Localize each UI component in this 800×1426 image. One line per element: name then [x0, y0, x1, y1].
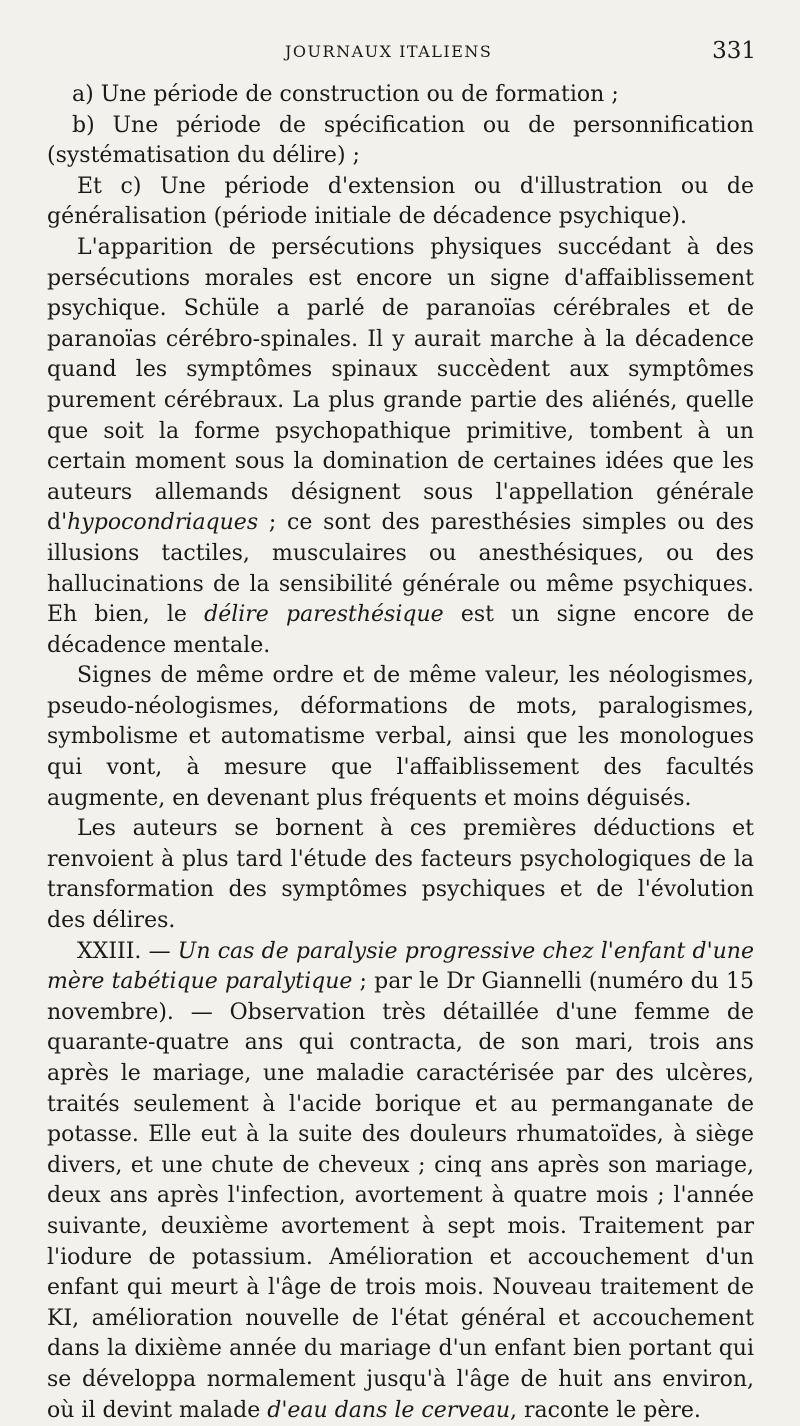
text-segment: Signes de même ordre et de même valeur, les néologismes, pseudo-néologismes, déformations de mots, paralogismes, symbolisme et automatisme verbal, ainsi que les monologues qui vont, à mesure que l'affaiblissement des facultés augmente, en devenant plus fréquents et moins déguisés.: [47, 663, 754, 811]
italic-text: d'eau dans le cerveau: [267, 1397, 511, 1423]
text-segment: XXIII. —: [77, 938, 178, 964]
body-text: [47, 80, 754, 1426]
text-segment: a) Une période de construction ou de formation ;: [72, 82, 619, 107]
text-segment: ; par le Dr Giannelli (numéro du 15 novembre). — Observation très détaillée d'une femme de quarante-quatre ans qui contracta, de son mari, trois ans après le mariage, une maladie caractérisée par des ulcères, traités seulement à l'acide borique et au permanganate de potasse. Elle eut à la suite des douleurs rhumatoïdes, à siège divers, et une chute de cheveux ; cinq ans après son mariage, deux ans après l'infection, avortement à quatre mois ; l'année suivante, deuxième avortement à sept mois. Traitement par l'iodure de potassium. Amélioration et accouchement d'un enfant qui meurt à l'âge de trois mois. Nouveau traitement de KI, amélioration nouvelle de l'état général et accouchement dans la dixième année du mariage d'un enfant bien portant qui se développa normalement jusqu'à l'âge de huit ans environ, où il devint malade: [47, 969, 754, 1423]
text-segment: ; ce sont des paresthésies simples ou des illusions tactiles, musculaires ou anesthésiques, ou des hallucinations de la sensibilité générale ou même psychiques. Eh bien, le: [47, 510, 754, 628]
paragraph-neologismes: [47, 661, 754, 814]
paragraph-xxiii: [47, 937, 754, 1426]
text-segment: b) Une période de spécification ou de personnification (systématisation du délire) ;: [47, 112, 754, 169]
italic-text: délire paresthésique: [204, 602, 444, 628]
text-segment: L'apparition de persécutions physiques succédant à des persécutions morales est encore un signe d'affaiblissement psychique. Schüle a parlé de paranoïas cérébrales et de paranoïas cérébro-spinales. Il y aurait marche à la décadence quand les symptômes spinaux succèdent aux symptômes purement cérébraux. La plus grande partie des aliénés, quelle que soit la forme psychopathique primitive, tombent à un certain moment sous la domination de certaines idées que les auteurs allemands désignent sous l'appellation générale d': [47, 234, 754, 536]
paragraph-b: [47, 111, 754, 172]
text-segment: Les auteurs se bornent à ces premières déductions et renvoient à plus tard l'étude des facteurs psychologiques de la transformation des symptômes psychiques et de l'évolution des délires.: [47, 816, 754, 934]
italic-text: hypocondriaques: [67, 510, 259, 536]
page-header: [0, 38, 800, 68]
italic-text: Un cas de paralysie progressive chez l'enfant d'une mère tabétique paralytique: [47, 938, 754, 995]
paragraph-deductions: [47, 814, 754, 936]
running-title: JOURNAUX ITALIENS: [285, 42, 493, 61]
paragraph-c: [47, 172, 754, 233]
page-number: 331: [712, 38, 756, 64]
paragraph-persecutions: [47, 233, 754, 661]
text-segment: Et c) Une période d'extension ou d'illustration ou de généralisation (période initiale de décadence psychique).: [47, 173, 754, 230]
text-segment: est un signe encore de décadence mentale.: [47, 602, 754, 658]
paragraph-a: [47, 80, 754, 111]
text-segment: , raconte le père.: [510, 1397, 701, 1423]
